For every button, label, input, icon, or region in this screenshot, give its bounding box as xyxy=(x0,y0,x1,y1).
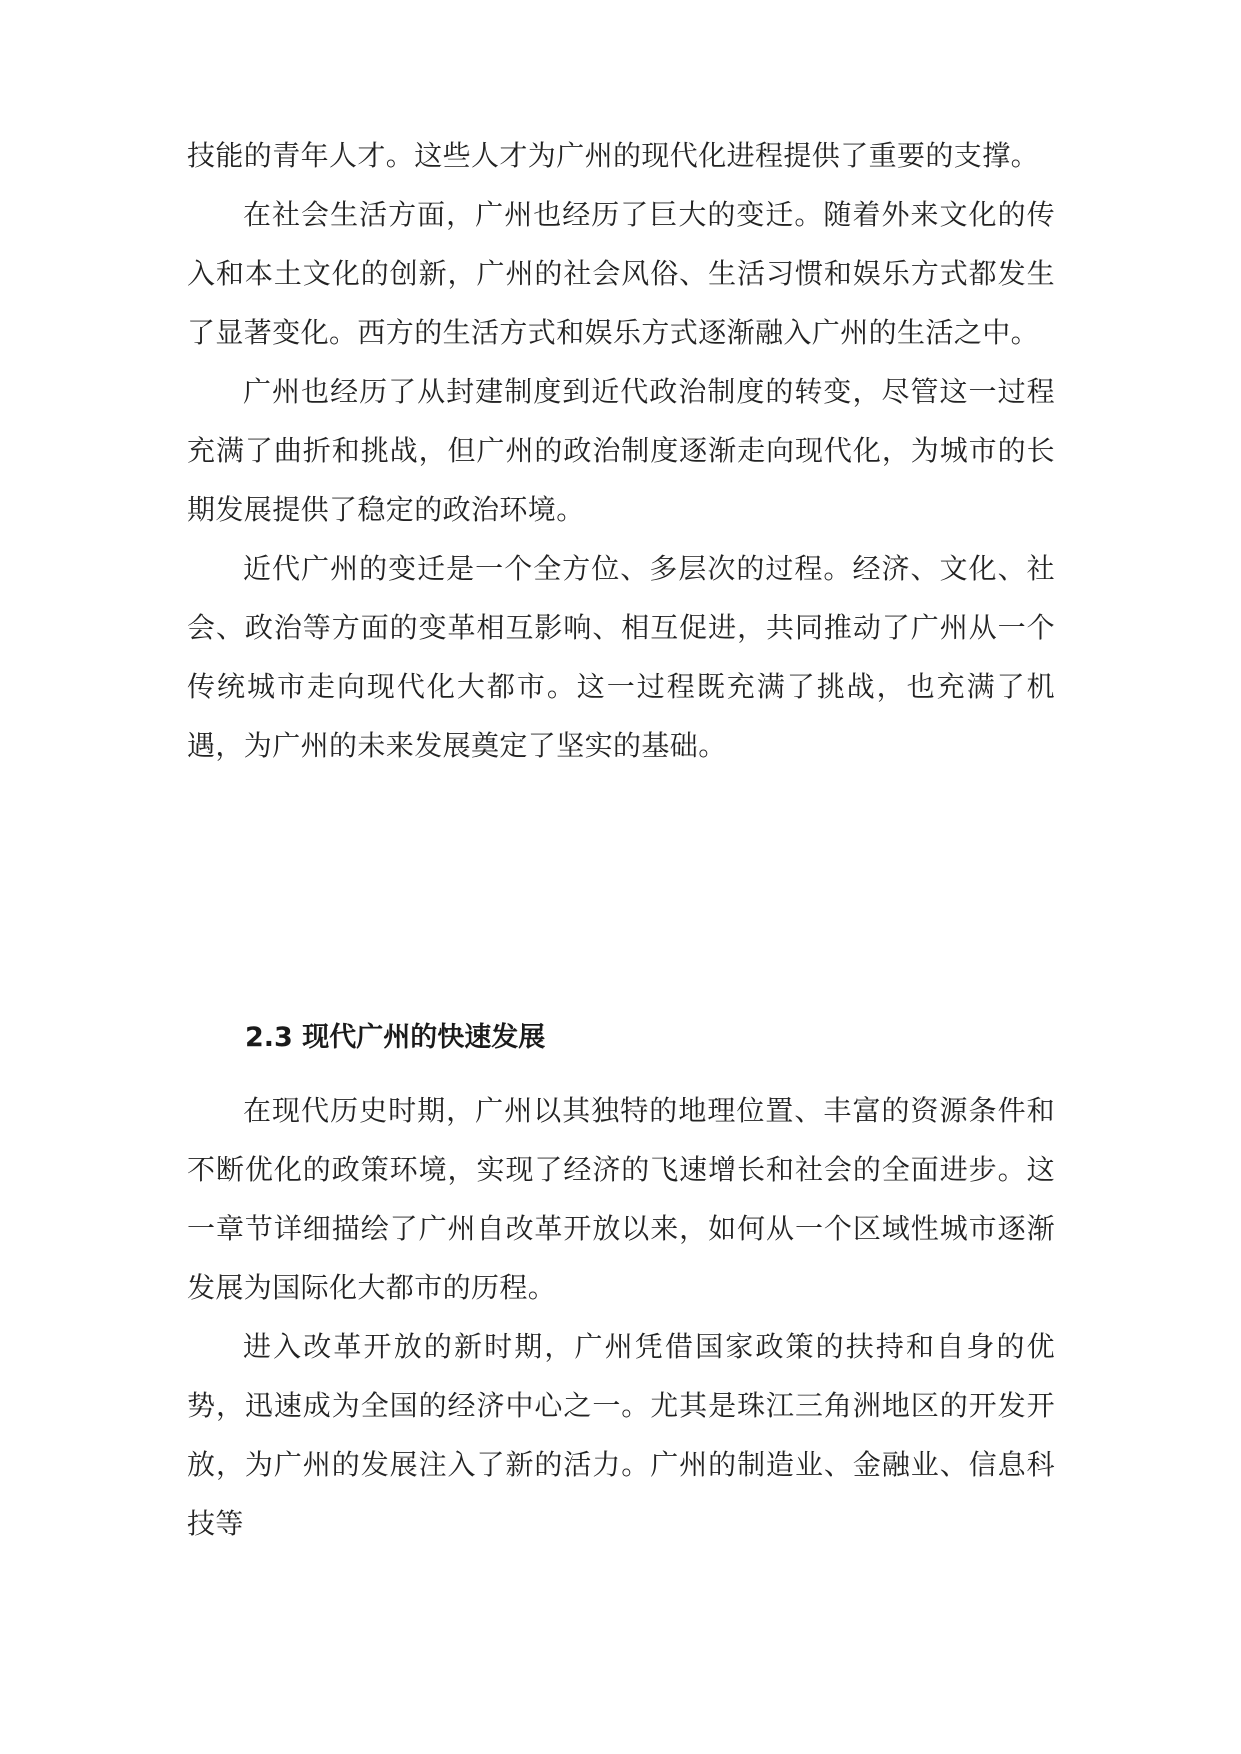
paragraph-modern-transition: 近代广州的变迁是一个全方位、多层次的过程。经济、文化、社会、政治等方面的变革相互影响、相互促进，共同推动了广州从一个传统城市走向现代化大都市。这一过程既充满了挑战，也充满了机遇，为广州的未来发展奠定了坚实的基础。 xyxy=(187,552,1055,762)
paragraph-continued: 技能的青年人才。这些人才为广州的现代化进程提供了重要的支撑。 xyxy=(187,139,1040,172)
section-heading: 2.3 现代广州的快速发展 xyxy=(245,1022,546,1053)
body-text-top xyxy=(187,126,1055,775)
paragraph-political-system: 广州也经历了从封建制度到近代政治制度的转变，尽管这一过程充满了曲折和挑战，但广州的政治制度逐渐走向现代化，为城市的长期发展提供了稳定的政治环境。 xyxy=(187,375,1055,526)
body-text-bottom xyxy=(187,1081,1055,1553)
paragraph-modern-history: 在现代历史时期，广州以其独特的地理位置、丰富的资源条件和不断优化的政策环境，实现了经济的飞速增长和社会的全面进步。这一章节详细描绘了广州自改革开放以来，如何从一个区域性城市逐渐发展为国际化大都市的历程。 xyxy=(187,1094,1055,1304)
paragraph-social-life: 在社会生活方面，广州也经历了巨大的变迁。随着外来文化的传入和本土文化的创新，广州的社会风俗、生活习惯和娱乐方式都发生了显著变化。西方的生活方式和娱乐方式逐渐融入广州的生活之中。 xyxy=(187,198,1055,349)
paragraph-reform-opening: 进入改革开放的新时期，广州凭借国家政策的扶持和自身的优势，迅速成为全国的经济中心之一。尤其是珠江三角洲地区的开发开放，为广州的发展注入了新的活力。广州的制造业、金融业、信息科技等 xyxy=(187,1330,1055,1540)
